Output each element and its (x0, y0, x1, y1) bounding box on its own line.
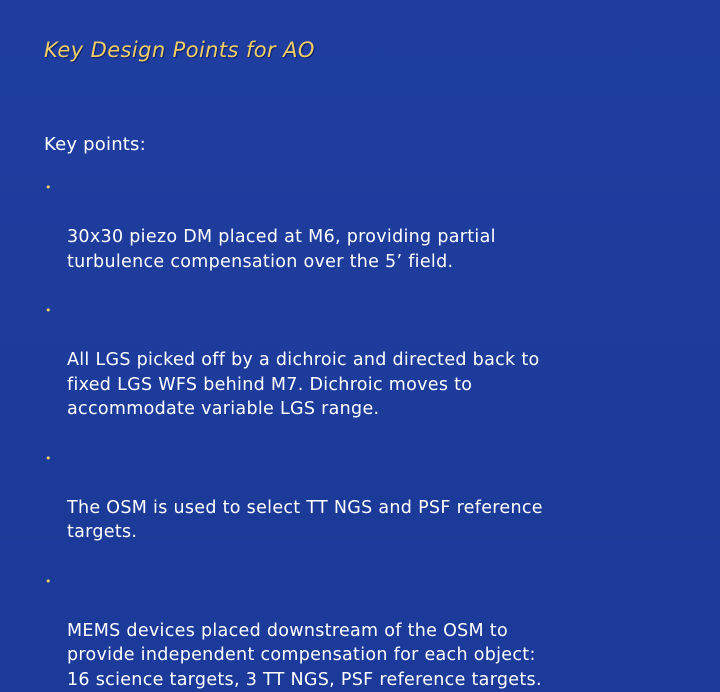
bullet-item (44, 176, 684, 274)
bullet-item (44, 299, 684, 422)
bullet-item (44, 570, 684, 692)
bullet-dot-icon: • (45, 570, 52, 595)
bullet-text: 30x30 piezo DM placed at M6, providing partial turbulence compensation over the 5’ field. (67, 227, 496, 272)
bullet-list (44, 176, 684, 692)
intro-text: Key points: (44, 134, 146, 155)
bullet-dot-icon: • (45, 176, 52, 201)
bullet-text: All LGS picked off by a dichroic and directed back to fixed LGS WFS behind M7. Dichroic moves to accommodate variable LGS range. (67, 350, 540, 419)
bullet-text: The OSM is used to select TT NGS and PSF reference targets. (67, 498, 543, 543)
bullet-dot-icon: • (45, 299, 52, 324)
bullet-item (44, 447, 684, 545)
bullet-dot-icon: • (45, 447, 52, 472)
slide-title: Key Design Points for AO (44, 38, 315, 62)
bullet-text: MEMS devices placed downstream of the OSM to provide independent compensation for each object: 16 science targets, 3 TT NGS, PSF reference targets. (67, 621, 542, 690)
